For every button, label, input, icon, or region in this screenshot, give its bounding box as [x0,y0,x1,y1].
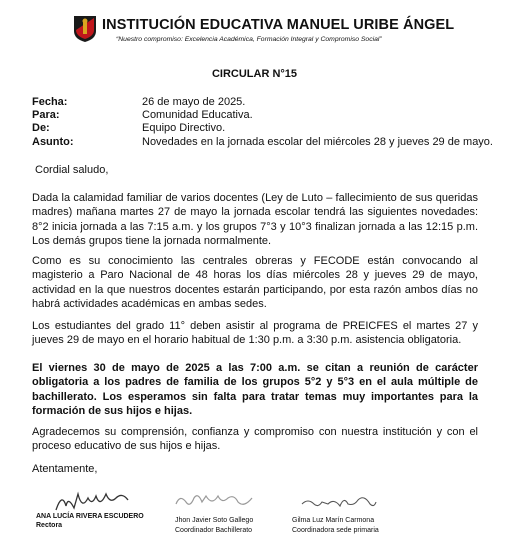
meta-row-to [32,109,502,123]
meta-value: Equipo Directivo. [142,122,226,134]
meta-key: Para: [32,109,60,121]
institution-motto: “Nuestro compromiso: Excelencia Académica, Formación Integral y Compromiso Social” [116,36,382,43]
circular-title: CIRCULAR N°15 [211,68,298,80]
signature-role-coordinator-primary: Coordinadora sede primaria [292,527,379,534]
meta-key: Asunto: [32,136,74,148]
greeting: Cordial saludo, [35,164,109,176]
institution-name: INSTITUCIÓN EDUCATIVA MANUEL URIBE ÁNGEL [102,17,455,33]
meta-key: Fecha: [32,96,68,108]
coordinator-signature [172,490,256,512]
signature-name-coordinator-primary: Gilma Luz Marín Carmona [292,517,375,524]
institution-shield-logo [73,15,97,43]
meta-value: 26 de mayo de 2025. [142,96,246,108]
meta-row-subject [32,136,502,150]
meta-row-date [32,96,502,110]
paragraph-teachers-absence: Dada la calamidad familiar de varios docentes (Ley de Luto – fallecimiento de sus queridas madres) mañana martes 27 de mayo la jornada escolar tendrá las siguientes novedades: 8°2 inicia jornada a las 7:15 a.m. y los grupos 7°3 y 10°3 finalizan jornada a las 12:15 p.m. Los demás grupos tiene la jornada normalmente. [32,192,478,247]
meta-value: Comunidad Educativa. [142,109,253,121]
paragraph-national-strike: Como es su conocimiento las centrales obreras y FECODE están convocando al magisterio a Paro Nacional de 48 horas los días miércoles 28 y jueves 29 de mayo, actividad en la que nuestros docentes estarán participando, por esta razón ambos días no habrá actividades académicas en ambas sedes. [32,255,478,310]
signature-role-rector: Rectora [36,522,63,529]
signature-name-coordinator-bachillerato: Jhon Javier Soto Gallego [175,517,254,524]
paragraph-thanks: Agradecemos su comprensión, confianza y compromiso con nuestra institución y con el proceso educativo de sus hijos e hijas. [32,426,478,453]
meta-row-from [32,122,502,136]
meta-value: Novedades en la jornada escolar del miércoles 28 y jueves 29 de mayo. [142,136,493,148]
paragraph-parents-meeting: El viernes 30 de mayo de 2025 a las 7:00 a.m. se citan a reunión de carácter obligatoria a los padres de familia de los grupos 5°2 y 5°3 en el aula múltiple de bachillerato. Los esperamos sin falta para tratar temas muy importantes para la formación de sus hijos e hijas. [32,362,478,417]
coordinator-primary-signature [298,492,378,512]
closing: Atentamente, [32,463,98,475]
signature-role-coordinator-bachillerato: Coordinador Bachillerato [175,527,253,534]
meta-key: De: [32,122,50,134]
signature-name-rector: ANA LUCÍA RIVERA ESCUDERO [36,513,144,520]
paragraph-preicfes: Los estudiantes del grado 11° deben asistir al programa de PREICFES el martes 27 y jueves 29 de mayo en el horario habitual de 1:30 p.m. a 3:30 p.m. asistencia obligatoria. [32,320,478,347]
